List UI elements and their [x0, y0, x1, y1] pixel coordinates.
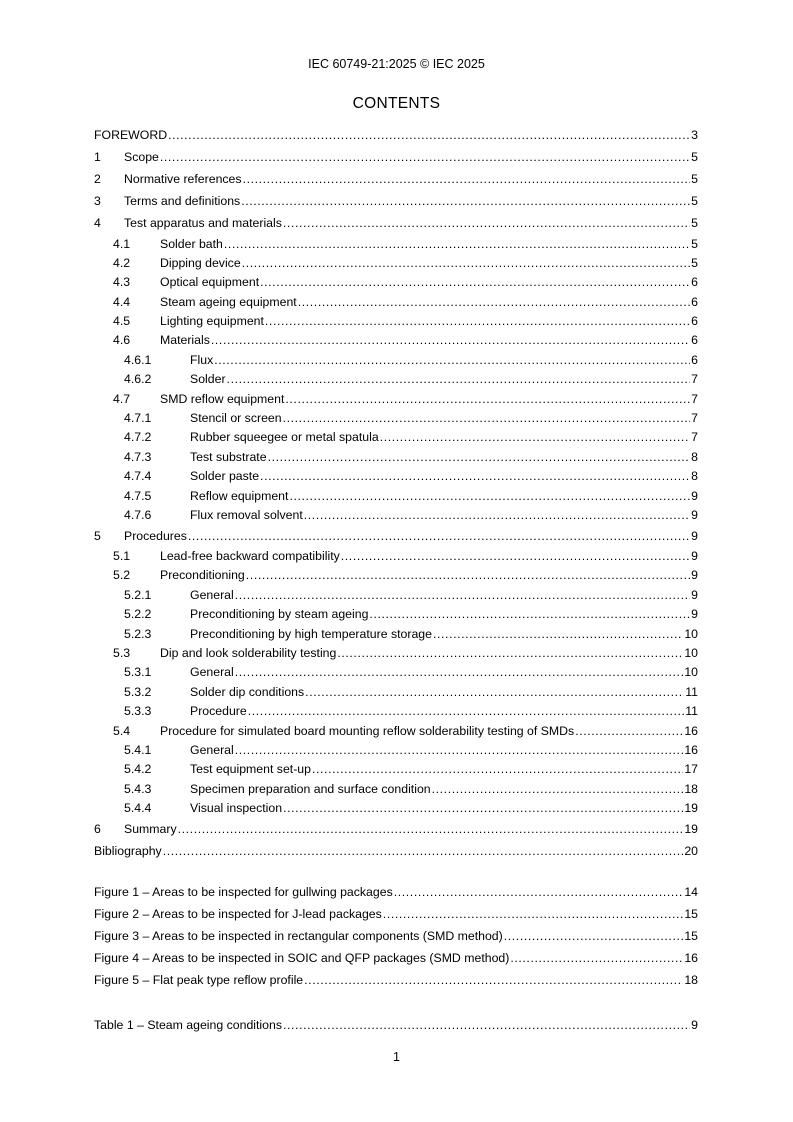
toc-entry[interactable] — [124, 665, 698, 680]
toc-entry-page: 5 — [691, 216, 698, 230]
toc-entry-page: 10 — [684, 627, 698, 641]
toc-entry-number: 1 — [94, 150, 101, 164]
toc-entry-page: 16 — [684, 724, 698, 738]
toc-entry[interactable] — [113, 646, 698, 661]
toc-entry-page: 7 — [691, 392, 698, 406]
toc-entry-page: 5 — [691, 237, 698, 251]
toc-entry[interactable] — [124, 353, 698, 368]
toc-entry-title: Bibliography — [94, 844, 162, 858]
toc-dot-leader — [214, 353, 690, 368]
toc-entry-number: 5.4.1 — [124, 743, 152, 757]
toc-dot-leader — [510, 951, 683, 966]
toc-entry-number: 4.7 — [113, 392, 131, 406]
toc-dot-leader — [305, 685, 684, 700]
toc-dot-leader — [575, 724, 683, 739]
toc-entry-title: Procedures — [124, 529, 187, 543]
toc-dot-leader — [283, 411, 691, 426]
toc-entry-page: 16 — [684, 743, 698, 757]
toc-entry-number: 3 — [94, 194, 101, 208]
toc-entry-title: General — [190, 665, 234, 679]
toc-entry-number: 5.4 — [113, 724, 131, 738]
toc-entry-title: Solder bath — [160, 237, 223, 251]
document-header: IEC 60749-21:2025 © IEC 2025 — [308, 57, 485, 71]
toc-entry-number: 5.3.3 — [124, 704, 152, 718]
toc-dot-leader — [188, 529, 690, 544]
toc-entry[interactable] — [124, 450, 698, 465]
toc-dot-leader — [243, 172, 691, 187]
toc-entry-title: Rubber squeegee or metal spatula — [190, 430, 379, 444]
toc-dot-leader — [235, 665, 684, 680]
toc-entry-title: Dip and look solderability testing — [160, 646, 337, 660]
toc-dot-leader — [227, 372, 691, 387]
toc-entry-title: Table 1 – Steam ageing conditions — [94, 1018, 282, 1032]
toc-dot-leader — [283, 801, 683, 816]
toc-entry-title: Steam ageing equipment — [160, 295, 297, 309]
toc-entry-title: Lead-free backward compatibility — [160, 549, 340, 563]
toc-dot-leader — [241, 194, 690, 209]
toc-entry[interactable] — [124, 762, 698, 777]
toc-entry[interactable] — [124, 372, 698, 387]
contents-title: CONTENTS — [352, 95, 441, 112]
toc-entry[interactable] — [94, 529, 698, 544]
toc-entry-page: 8 — [691, 469, 698, 483]
toc-entry-page: 5 — [691, 194, 698, 208]
toc-entry-title: Dipping device — [160, 256, 241, 270]
toc-entry-page: 20 — [684, 844, 698, 858]
toc-entry-number: 5.3 — [113, 646, 131, 660]
toc-entry-page: 10 — [684, 665, 698, 679]
toc-dot-leader — [380, 430, 690, 445]
toc-entry-title: Preconditioning by steam ageing — [190, 607, 369, 621]
figure-list-entry[interactable] — [94, 951, 698, 966]
toc-entry-page: 3 — [691, 128, 698, 142]
toc-entry[interactable] — [124, 743, 698, 758]
toc-entry-number: 5.4.3 — [124, 782, 152, 796]
toc-entry-title: Figure 4 – Areas to be inspected in SOIC and QFP packages (SMD method) — [94, 951, 510, 965]
toc-entry-number: 5.2.1 — [124, 588, 152, 602]
toc-entry-title: Figure 5 – Flat peak type reflow profile — [94, 973, 304, 987]
toc-entry-page: 14 — [684, 885, 698, 899]
toc-dot-leader — [163, 844, 684, 859]
toc-entry[interactable] — [124, 489, 698, 504]
toc-dot-leader — [260, 275, 690, 290]
toc-entry-title: Figure 1 – Areas to be inspected for gullwing packages — [94, 885, 393, 899]
toc-entry-page: 8 — [691, 450, 698, 464]
toc-entry-number: 4.7.3 — [124, 450, 152, 464]
toc-entry-number: 4.6.2 — [124, 372, 152, 386]
toc-entry-number: 4.7.1 — [124, 411, 152, 425]
toc-entry-number: 4.1 — [113, 237, 131, 251]
toc-entry-number: 6 — [94, 822, 101, 836]
toc-dot-leader — [248, 704, 684, 719]
toc-entry-title: Flux — [190, 353, 214, 367]
toc-entry-number: 4.7.5 — [124, 489, 152, 503]
toc-entry-number: 5 — [94, 529, 101, 543]
toc-entry[interactable] — [124, 801, 698, 816]
toc-entry[interactable] — [124, 782, 698, 797]
toc-dot-leader — [312, 762, 683, 777]
toc-entry-title: Procedure for simulated board mounting reflow solderability testing of SMDs — [160, 724, 575, 738]
toc-entry-title: Scope — [124, 150, 159, 164]
toc-entry[interactable] — [113, 392, 698, 407]
toc-entry[interactable] — [124, 685, 698, 700]
toc-entry-page: 5 — [691, 150, 698, 164]
toc-entry[interactable] — [113, 724, 698, 739]
toc-entry-page: 6 — [691, 295, 698, 309]
toc-entry-title: Lighting equipment — [160, 314, 264, 328]
toc-entry[interactable] — [124, 430, 698, 445]
toc-entry-number: 4.7.2 — [124, 430, 152, 444]
toc-dot-leader — [235, 588, 690, 603]
toc-entry[interactable] — [94, 150, 698, 165]
toc-dot-leader — [504, 929, 684, 944]
toc-entry-number: 4.6.1 — [124, 353, 152, 367]
figure-list-entry[interactable] — [94, 973, 698, 988]
toc-entry-title: Test equipment set-up — [190, 762, 311, 776]
toc-entry-page: 9 — [691, 588, 698, 602]
toc-dot-leader — [432, 782, 684, 797]
toc-dot-leader — [224, 237, 690, 252]
toc-entry-page: 11 — [685, 685, 698, 699]
toc-entry[interactable] — [94, 194, 698, 209]
toc-entry-page: 18 — [684, 782, 698, 796]
toc-entry-number: 5.1 — [113, 549, 131, 563]
toc-entry-page: 6 — [691, 353, 698, 367]
toc-entry-title: Figure 2 – Areas to be inspected for J-lead packages — [94, 907, 382, 921]
toc-entry-page: 6 — [691, 314, 698, 328]
toc-entry-title: Procedure — [190, 704, 247, 718]
toc-dot-leader — [283, 216, 690, 231]
toc-dot-leader — [298, 295, 690, 310]
toc-entry-page: 9 — [691, 607, 698, 621]
toc-dot-leader — [211, 333, 690, 348]
toc-entry-number: 4.2 — [113, 256, 131, 270]
toc-entry-title: Test apparatus and materials — [124, 216, 282, 230]
toc-dot-leader — [242, 256, 690, 271]
toc-entry[interactable] — [94, 822, 698, 837]
toc-entry-title: Terms and definitions — [124, 194, 241, 208]
toc-entry-page: 5 — [691, 256, 698, 270]
toc-dot-leader — [341, 549, 690, 564]
toc-entry-title: Stencil or screen — [190, 411, 282, 425]
toc-dot-leader — [433, 627, 683, 642]
toc-entry[interactable] — [124, 469, 698, 484]
toc-entry[interactable] — [113, 568, 698, 583]
toc-dot-leader — [160, 150, 690, 165]
toc-entry-title: General — [190, 588, 234, 602]
toc-dot-leader — [268, 450, 691, 465]
toc-entry-number: 5.3.2 — [124, 685, 152, 699]
toc-entry-page: 9 — [691, 489, 698, 503]
toc-dot-leader — [178, 822, 684, 837]
toc-entry[interactable] — [113, 333, 698, 348]
toc-entry-title: Flux removal solvent — [190, 508, 303, 522]
toc-dot-leader — [394, 885, 684, 900]
figure-list-entry[interactable] — [94, 929, 698, 944]
toc-entry-page: 19 — [684, 822, 698, 836]
toc-dot-leader — [337, 646, 683, 661]
toc-entry-title: Solder dip conditions — [190, 685, 305, 699]
toc-entry-page: 15 — [684, 907, 698, 921]
toc-entry-page: 7 — [691, 411, 698, 425]
toc-entry-page: 9 — [691, 1018, 698, 1032]
toc-entry[interactable] — [113, 549, 698, 564]
toc-dot-leader — [168, 128, 690, 143]
toc-entry-number: 5.3.1 — [124, 665, 152, 679]
toc-entry-page: 6 — [691, 333, 698, 347]
toc-entry-page: 6 — [691, 275, 698, 289]
toc-entry[interactable] — [113, 256, 698, 271]
toc-entry-number: 5.2.2 — [124, 607, 152, 621]
toc-entry-title: Summary — [124, 822, 177, 836]
toc-dot-leader — [285, 392, 690, 407]
toc-entry-page: 11 — [685, 704, 698, 718]
toc-entry-page: 7 — [691, 430, 698, 444]
toc-entry-page: 17 — [684, 762, 698, 776]
toc-entry[interactable] — [124, 627, 698, 642]
toc-entry[interactable] — [94, 172, 698, 187]
toc-entry-title: Figure 3 – Areas to be inspected in rectangular components (SMD method) — [94, 929, 503, 943]
toc-entry-title: Materials — [160, 333, 210, 347]
toc-entry-number: 5.2.3 — [124, 627, 152, 641]
toc-entry-page: 16 — [684, 951, 698, 965]
figure-list-entry[interactable] — [94, 907, 698, 922]
toc-entry[interactable] — [94, 844, 698, 859]
toc-entry-number: 5.4.2 — [124, 762, 152, 776]
toc-entry[interactable] — [124, 588, 698, 603]
toc-entry-page: 19 — [684, 801, 698, 815]
toc-entry-page: 18 — [684, 973, 698, 987]
toc-entry-page: 9 — [691, 529, 698, 543]
toc-dot-leader — [383, 907, 684, 922]
toc-entry[interactable] — [94, 128, 698, 143]
toc-entry[interactable] — [124, 704, 698, 719]
toc-entry-title: Solder — [190, 372, 226, 386]
toc-entry[interactable] — [113, 237, 698, 252]
toc-entry-page: 9 — [691, 508, 698, 522]
toc-entry-number: 4.5 — [113, 314, 131, 328]
toc-entry[interactable] — [113, 314, 698, 329]
toc-entry-page: 10 — [684, 646, 698, 660]
toc-entry-page: 5 — [691, 172, 698, 186]
toc-entry[interactable] — [124, 508, 698, 523]
table-list-entry[interactable] — [94, 1018, 698, 1033]
toc-entry-title: Optical equipment — [160, 275, 260, 289]
toc-dot-leader — [283, 1018, 690, 1033]
toc-entry-title: Specimen preparation and surface condition — [190, 782, 431, 796]
toc-entry-title: Preconditioning by high temperature storage — [190, 627, 432, 641]
toc-dot-leader — [289, 489, 690, 504]
toc-entry-number: 4.7.6 — [124, 508, 152, 522]
toc-entry-title: SMD reflow equipment — [160, 392, 285, 406]
toc-dot-leader — [265, 314, 690, 329]
toc-dot-leader — [246, 568, 690, 583]
page-number: 1 — [393, 1050, 400, 1064]
toc-entry-page: 9 — [691, 549, 698, 563]
toc-dot-leader — [304, 508, 690, 523]
toc-entry[interactable] — [94, 216, 698, 231]
toc-entry-title: Reflow equipment — [190, 489, 289, 503]
toc-entry-page: 7 — [691, 372, 698, 386]
toc-entry-title: Preconditioning — [160, 568, 245, 582]
toc-entry-page: 15 — [684, 929, 698, 943]
toc-dot-leader — [260, 469, 690, 484]
toc-entry-title: Visual inspection — [190, 801, 283, 815]
toc-entry[interactable] — [124, 411, 698, 426]
toc-entry-number: 5.2 — [113, 568, 131, 582]
toc-dot-leader — [235, 743, 684, 758]
toc-dot-leader — [369, 607, 690, 622]
toc-entry-number: 4.7.4 — [124, 469, 152, 483]
toc-entry-title: Solder paste — [190, 469, 260, 483]
toc-entry[interactable] — [113, 295, 698, 310]
toc-entry-number: 4 — [94, 216, 101, 230]
toc-entry[interactable] — [113, 275, 698, 290]
toc-entry-number: 2 — [94, 172, 101, 186]
toc-entry-number: 4.3 — [113, 275, 131, 289]
toc-entry-number: 4.4 — [113, 295, 131, 309]
toc-entry-page: 9 — [691, 568, 698, 582]
toc-entry-title: Test substrate — [190, 450, 267, 464]
toc-dot-leader — [304, 973, 683, 988]
toc-entry-title: Normative references — [124, 172, 242, 186]
toc-entry-number: 5.4.4 — [124, 801, 152, 815]
toc-entry-title: FOREWORD — [94, 128, 168, 142]
toc-entry-number: 4.6 — [113, 333, 131, 347]
toc-entry[interactable] — [124, 607, 698, 622]
figure-list-entry[interactable] — [94, 885, 698, 900]
toc-entry-title: General — [190, 743, 234, 757]
